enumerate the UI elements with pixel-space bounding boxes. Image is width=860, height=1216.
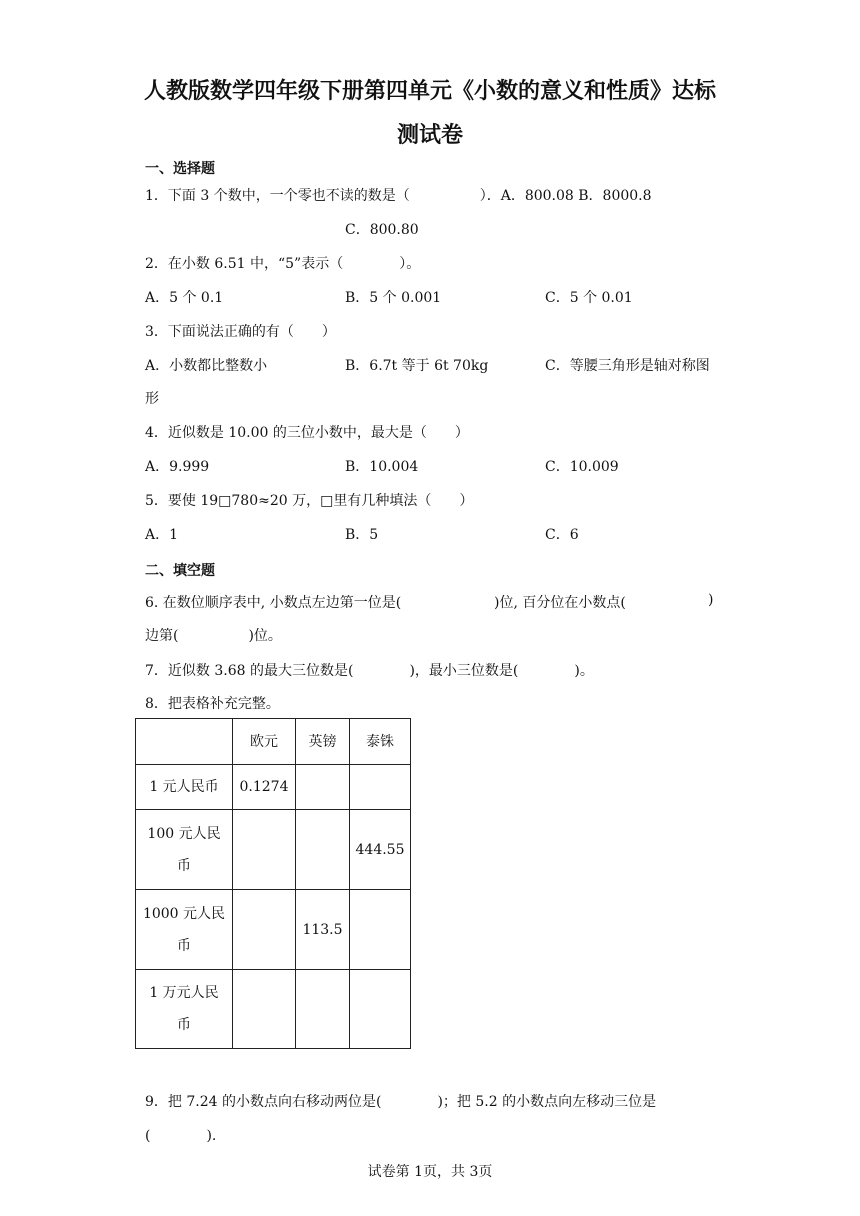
table-cell: 113.5 xyxy=(296,890,350,970)
q7-stem: 7．近似数 3.68 的最大三位数是( )，最小三位数是( )。 xyxy=(145,663,594,679)
page-footer: 试卷第 1页，共 3页 xyxy=(367,1164,493,1180)
table-cell xyxy=(233,810,296,890)
table-cell xyxy=(296,765,350,810)
row-label xyxy=(136,970,233,1049)
q2-option-a: A．5 个 0.1 xyxy=(145,290,224,306)
row-label-line: 1 万元人民 xyxy=(149,985,219,1001)
q4-option-c: C．10.009 xyxy=(545,459,619,475)
table-cell xyxy=(350,765,411,810)
q6-line2: 边第( )位。 xyxy=(145,628,282,644)
table-cell xyxy=(350,890,411,970)
q5-option-a: A．1 xyxy=(145,527,179,543)
table-cell xyxy=(350,970,411,1049)
table-row xyxy=(136,970,411,1049)
q4-option-b: B．10.004 xyxy=(345,459,419,475)
q2-option-c: C．5 个 0.01 xyxy=(545,290,633,306)
row-label xyxy=(136,890,233,970)
q4-stem: 4．近似数是 10.00 的三位小数中，最大是（ ） xyxy=(145,425,469,441)
q9-line2: ( ). xyxy=(145,1128,217,1144)
table-cell xyxy=(233,890,296,970)
q3-stem: 3．下面说法正确的有（ ） xyxy=(145,324,336,340)
row-label-line: 币 xyxy=(177,937,191,954)
doc-title-line2: 测试卷 xyxy=(396,123,463,148)
q5-stem: 5．要使 19□780≈20 万，□里有几种填法（ ） xyxy=(145,493,474,509)
q1-option-c: C．800.80 xyxy=(345,222,419,238)
q6-line1-part3: ) xyxy=(708,592,714,608)
q3-option-b: B．6.7t 等于 6t 70kg xyxy=(345,358,489,374)
table-row xyxy=(136,890,411,970)
table-header-cell: 欧元 xyxy=(233,719,296,765)
table-header-cell: 英镑 xyxy=(296,719,350,765)
table-cell xyxy=(296,970,350,1049)
section-heading-fill: 二、填空题 xyxy=(145,563,215,579)
q3-option-c-continued: 形 xyxy=(145,391,159,407)
table-cell: 0.1274 xyxy=(233,765,296,810)
row-label-line: 币 xyxy=(177,857,191,874)
section-heading-choice: 一、选择题 xyxy=(145,161,215,177)
row-label-line: 1000 元人民 xyxy=(142,905,226,922)
q6-line1-part1: 6. 在数位顺序表中, 小数点左边第一位是( xyxy=(145,595,402,611)
row-label-line: 1 元人民币 xyxy=(149,779,219,795)
q5-option-c: C．6 xyxy=(545,527,579,543)
q3-option-a: A．小数都比整数小 xyxy=(145,358,268,374)
table-cell xyxy=(296,810,350,890)
q4-option-a: A．9.999 xyxy=(145,459,210,475)
table-row xyxy=(136,810,411,890)
q3-option-c: C．等腰三角形是轴对称图 xyxy=(545,358,710,374)
q6-line1-part2: )位, 百分位在小数点( xyxy=(494,595,626,611)
q1-stem: 1．下面 3 个数中，一个零也不读的数是（ ）．A．800.08 B．8000.8 xyxy=(145,188,652,204)
exchange-rate-table xyxy=(135,718,411,1049)
q2-option-b: B．5 个 0.001 xyxy=(345,290,442,306)
q5-option-b: B．5 xyxy=(345,527,379,543)
table-row xyxy=(136,765,411,810)
q9-line1: 9．把 7.24 的小数点向右移动两位是( )；把 5.2 的小数点向左移动三位是 xyxy=(145,1094,657,1110)
row-label xyxy=(136,810,233,890)
q8-stem: 8．把表格补充完整。 xyxy=(145,696,280,712)
table-cell xyxy=(233,970,296,1049)
q2-stem: 2．在小数 6.51 中，“5”表示（ ）。 xyxy=(145,256,421,272)
doc-title-line1: 人教版数学四年级下册第四单元《小数的意义和性质》达标 xyxy=(143,79,716,104)
table-header-row xyxy=(136,719,411,765)
table-cell: 444.55 xyxy=(350,810,411,890)
row-label xyxy=(136,765,233,810)
row-label-line: 币 xyxy=(177,1017,191,1033)
table-header-cell: 泰铢 xyxy=(350,719,411,765)
row-label-line: 100 元人民 xyxy=(147,825,221,842)
table-header-cell xyxy=(136,719,233,765)
